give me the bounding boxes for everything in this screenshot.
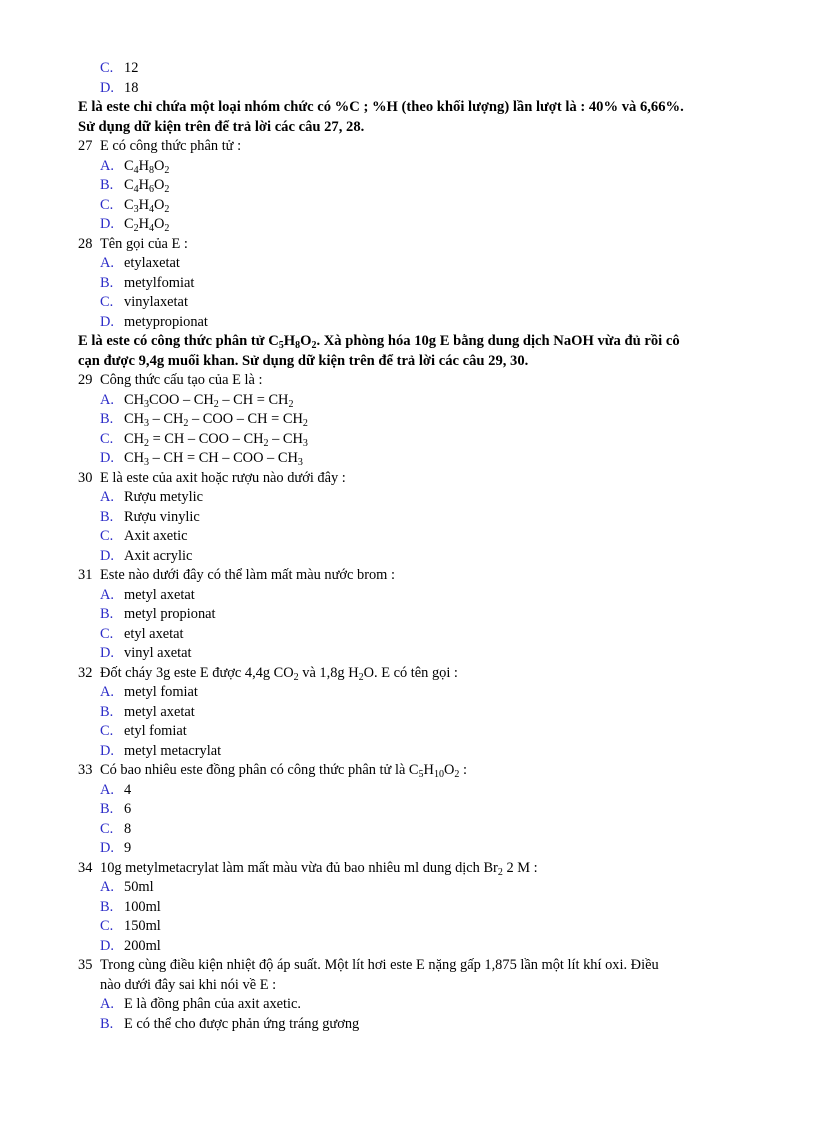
option-a[interactable] <box>0 995 816 1015</box>
option-c[interactable] <box>0 917 816 937</box>
text-segment: B. <box>100 801 114 817</box>
text-segment: H <box>138 196 150 213</box>
text-segment: metyl axetat <box>124 703 195 720</box>
option-a[interactable] <box>0 683 816 703</box>
text-segment: D. <box>100 547 114 564</box>
text-segment: E có công thức phân tử : <box>100 138 242 154</box>
text-segment: A. <box>100 391 114 408</box>
text-segment: : <box>459 762 467 778</box>
text-segment: vinyl axetat <box>124 645 192 661</box>
subscript: 6 <box>149 184 155 195</box>
option-a[interactable] <box>0 254 816 274</box>
text-segment: CH <box>124 430 144 447</box>
option-a[interactable] <box>0 157 816 177</box>
subscript: 2 <box>164 223 170 234</box>
option-b[interactable] <box>0 703 816 723</box>
text-segment: CH <box>124 450 144 466</box>
subscript: 2 <box>144 437 149 449</box>
text-segment: Công thức cấu tạo của E là : <box>100 372 263 388</box>
option-d[interactable] <box>0 215 816 235</box>
subscript: 8 <box>295 340 301 351</box>
text-segment: – CH = CH <box>218 391 289 408</box>
text-segment: 9 <box>124 840 132 856</box>
text-segment: C. <box>100 625 114 642</box>
option-c[interactable] <box>0 196 816 216</box>
option-c[interactable] <box>0 293 816 313</box>
subscript: 3 <box>302 437 308 449</box>
subscript: 10 <box>433 769 444 780</box>
text-segment: – COO – CH = CH <box>188 411 303 427</box>
text-segment: A. <box>100 996 114 1012</box>
option-b[interactable] <box>0 898 816 918</box>
text-segment: C <box>124 177 134 193</box>
text-segment: C. <box>100 60 114 76</box>
text-segment: Este nào dưới đây có thể làm mất màu nước brom : <box>100 567 395 583</box>
text-segment: C. <box>100 196 114 213</box>
subscript: 2 <box>302 418 308 429</box>
subscript: 2 <box>497 866 503 878</box>
option-c[interactable] <box>0 820 816 840</box>
option-a[interactable] <box>0 586 816 606</box>
text-segment: Tên gọi của E : <box>100 235 188 252</box>
text-segment: 10g metylmetacrylat làm mất màu vừa đủ bao nhiêu ml dung dịch Br <box>100 859 498 876</box>
option-d[interactable] <box>0 644 816 664</box>
text-segment: B. <box>100 703 114 720</box>
option-c[interactable] <box>0 527 816 547</box>
text-segment: C <box>124 157 134 174</box>
subscript: 3 <box>144 457 149 468</box>
text-segment: metyl fomiat <box>124 684 198 700</box>
text-segment: B. <box>100 411 114 427</box>
text-segment: C. <box>100 723 114 739</box>
option-c[interactable] <box>0 59 816 79</box>
subscript: 2 <box>358 671 364 683</box>
text-segment: D. <box>100 216 114 232</box>
text-segment: O <box>154 216 165 232</box>
question-31 <box>0 566 816 586</box>
text-segment: Đốt cháy 3g este E được 4,4g CO <box>100 664 294 681</box>
option-b[interactable] <box>0 800 816 820</box>
text-segment: E là este của axit hoặc rượu nào dưới đây : <box>100 469 346 486</box>
text-segment: 200ml <box>124 937 161 954</box>
text-segment: 34 <box>78 859 93 876</box>
text-segment: E là đồng phân của axit axetic. <box>124 996 302 1012</box>
text-segment: B. <box>100 606 114 622</box>
subscript: 8 <box>149 164 155 176</box>
text-segment: 31 <box>78 567 93 583</box>
text-segment: C. <box>100 294 114 310</box>
option-d[interactable] <box>0 449 816 469</box>
text-segment: Rượu vinylic <box>124 508 200 525</box>
text-segment: 100ml <box>124 898 161 915</box>
text-segment: CH <box>124 411 144 427</box>
text-segment: 4 <box>124 781 132 798</box>
text-segment: 27 <box>78 138 93 154</box>
question-29 <box>0 371 816 391</box>
option-d[interactable] <box>0 742 816 762</box>
option-c[interactable] <box>0 722 816 742</box>
text-segment: Axit acrylic <box>124 547 193 564</box>
option-b[interactable] <box>0 1015 816 1035</box>
text-segment: etyl fomiat <box>124 723 187 739</box>
text-segment: O <box>154 157 165 174</box>
subscript: 4 <box>133 164 139 176</box>
text-segment: . Xà phòng hóa 10g E bằng dung dịch NaOH vừa đủ rồi cô <box>316 333 680 349</box>
text-segment: A. <box>100 879 114 895</box>
option-b[interactable] <box>0 605 816 625</box>
text-segment: Axit axetic <box>124 528 188 544</box>
text-segment: metypropionat <box>124 313 208 330</box>
subscript: 3 <box>144 418 149 429</box>
text-segment: D. <box>100 313 114 330</box>
text-segment: B. <box>100 508 114 525</box>
text-segment: vinylaxetat <box>124 294 188 310</box>
intro-paragraph: E là este chỉ chứa một loại nhóm chức có %C ; %H (theo khối lượng) lần lượt là : 40% và 6,66%. <box>78 99 684 115</box>
intro-paragraph <box>0 332 816 352</box>
text-segment: B. <box>100 177 114 193</box>
subscript: 2 <box>263 437 269 449</box>
text-segment: O <box>300 333 312 349</box>
option-c[interactable] <box>0 625 816 645</box>
text-segment: – CH = CH – COO – CH <box>149 450 298 466</box>
subscript: 3 <box>133 203 139 215</box>
text-segment: etyl axetat <box>124 625 184 642</box>
intro-paragraph: cạn được 9,4g muối khan. Sử dụng dữ kiện trên để trả lời các câu 29, 30. <box>78 352 529 369</box>
text-segment: 35 <box>78 957 93 973</box>
text-segment: – CH <box>268 430 303 447</box>
text-segment: etylaxetat <box>124 255 180 271</box>
intro-paragraph: Sử dụng dữ kiện trên để trả lời các câu 27, 28. <box>78 118 365 135</box>
question-35 <box>0 956 816 976</box>
subscript: 2 <box>311 340 317 351</box>
text-segment: 32 <box>78 664 93 681</box>
text-segment: H <box>138 157 150 174</box>
text-segment: C. <box>100 528 114 544</box>
text-segment: C. <box>100 820 114 837</box>
text-segment: B. <box>100 898 114 915</box>
text-segment: D. <box>100 645 114 661</box>
text-segment: E là este có công thức phân tử C <box>78 333 279 349</box>
text-segment: Có bao nhiêu este đồng phân có công thức phân tử là C <box>100 762 419 778</box>
text-segment: Trong cùng điều kiện nhiệt độ áp suất. Một lít hơi este E nặng gấp 1,875 lần một lít khí oxi. Điều <box>100 957 659 973</box>
text-segment: H <box>138 216 150 232</box>
subscript: 2 <box>133 223 139 234</box>
question-27 <box>0 137 816 157</box>
question-28 <box>0 235 816 255</box>
text-segment: D. <box>100 79 114 96</box>
option-c[interactable] <box>0 430 816 450</box>
text-segment: 2 M : <box>502 859 538 876</box>
option-b[interactable] <box>0 176 816 196</box>
text-segment: và 1,8g H <box>298 664 359 681</box>
text-segment: D. <box>100 840 114 856</box>
subscript: 5 <box>278 340 284 351</box>
subscript: 2 <box>288 398 294 410</box>
subscript: 2 <box>164 184 170 195</box>
text-segment: C. <box>100 430 114 447</box>
subscript: 2 <box>213 398 219 410</box>
document-page <box>0 59 816 1034</box>
question-32 <box>0 664 816 684</box>
text-segment: A. <box>100 489 114 505</box>
subscript: 2 <box>293 671 299 683</box>
option-d[interactable] <box>0 79 816 99</box>
text-segment: C. <box>100 918 114 934</box>
option-a[interactable] <box>0 391 816 411</box>
question-33 <box>0 761 816 781</box>
option-d[interactable] <box>0 937 816 957</box>
text-segment: 30 <box>78 469 93 486</box>
text-segment: = CH – COO – CH <box>149 430 264 447</box>
text-segment: H <box>423 762 434 778</box>
text-segment: metyl axetat <box>124 586 195 603</box>
text-segment: Rượu metylic <box>124 489 203 505</box>
text-segment: D. <box>100 450 114 466</box>
text-segment: A. <box>100 586 114 603</box>
text-segment: A. <box>100 255 114 271</box>
option-a[interactable] <box>0 781 816 801</box>
text-segment: CH <box>124 391 144 408</box>
text-segment: O <box>154 196 165 213</box>
text-segment: B. <box>100 1015 114 1032</box>
text-segment: O. E có tên gọi : <box>363 664 458 681</box>
text-segment: D. <box>100 742 114 759</box>
option-d[interactable] <box>0 313 816 333</box>
subscript: 4 <box>149 223 155 234</box>
subscript: 3 <box>297 457 303 468</box>
text-segment: 150ml <box>124 918 161 934</box>
text-segment: COO – CH <box>149 391 214 408</box>
subscript: 2 <box>454 769 460 780</box>
option-a[interactable] <box>0 878 816 898</box>
text-segment: C <box>124 196 134 213</box>
option-d[interactable] <box>0 547 816 567</box>
question-34 <box>0 859 816 879</box>
text-segment: 18 <box>124 79 139 96</box>
subscript: 2 <box>183 418 189 429</box>
text-segment: metylfomiat <box>124 274 195 291</box>
text-segment: – CH <box>149 411 184 427</box>
subscript: 2 <box>164 203 170 215</box>
text-segment: H <box>283 333 296 349</box>
option-d[interactable] <box>0 839 816 859</box>
option-b[interactable] <box>0 274 816 294</box>
text-segment: H <box>138 177 150 193</box>
question-30 <box>0 469 816 489</box>
text-segment: 6 <box>124 801 132 817</box>
text-segment: 12 <box>124 60 139 76</box>
text-segment: metyl metacrylat <box>124 742 222 759</box>
text-segment: 28 <box>78 235 93 252</box>
text-segment: E có thể cho được phản ứng tráng gương <box>124 1015 360 1032</box>
text-segment: 29 <box>78 372 93 388</box>
text-segment: O <box>443 762 455 778</box>
option-b[interactable] <box>0 410 816 430</box>
text-segment: 33 <box>78 762 93 778</box>
text-segment: A. <box>100 684 114 700</box>
subscript: 3 <box>144 398 149 410</box>
subscript: 4 <box>149 203 155 215</box>
text-segment: B. <box>100 274 114 291</box>
text-segment: D. <box>100 937 114 954</box>
subscript: 4 <box>133 184 139 195</box>
text-segment: A. <box>100 781 114 798</box>
text-segment: C <box>124 216 134 232</box>
subscript: 5 <box>418 769 424 780</box>
text-segment: 8 <box>124 820 132 837</box>
text-segment: metyl propionat <box>124 606 216 622</box>
text-segment: A. <box>100 157 114 174</box>
subscript: 2 <box>164 164 170 176</box>
text-segment: 50ml <box>124 879 154 895</box>
text-segment: O <box>154 177 165 193</box>
option-a[interactable] <box>0 488 816 508</box>
question-35-continuation: nào dưới đây sai khi nói về E : <box>100 976 277 993</box>
option-b[interactable] <box>0 508 816 528</box>
